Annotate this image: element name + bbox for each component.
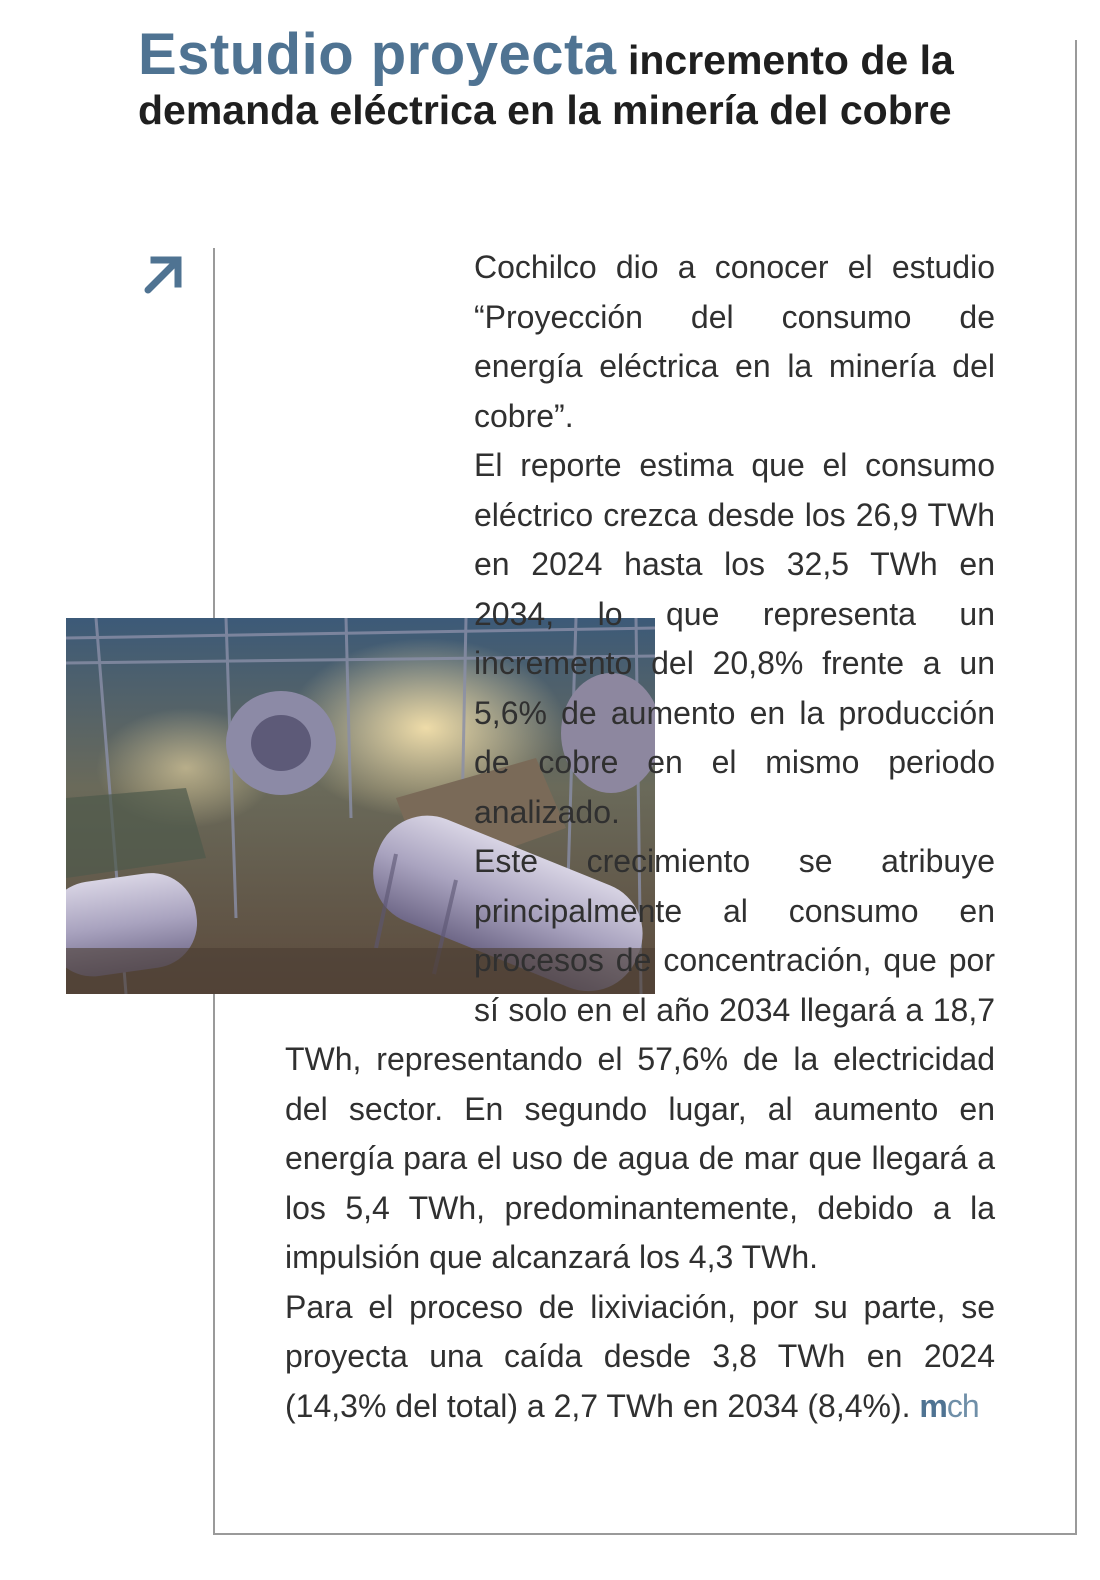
paragraph-intro: Cochilco dio a conocer el estudio “Proyección del consumo de energía eléctrica en la minería del cobre”.	[474, 249, 995, 434]
headline-rest: incremento de la demanda eléctrica en la minería del cobre	[138, 37, 954, 133]
frame-rule-right	[1075, 40, 1077, 1535]
headline	[138, 22, 1058, 135]
frame-rule-bottom	[213, 1533, 1077, 1535]
article-body	[285, 243, 995, 1431]
photo-float-spacer	[66, 614, 474, 1009]
paragraph-consumption: El reporte estima que el consumo eléctrico crezca desde los 26,9 TWh en 2024 hasta los 32,5 TWh en 2034, lo que representa un incremento del 20,8% frente a un 5,6% de aumento en la producción de cobre en el mismo periodo analizado.	[474, 447, 995, 830]
mch-signature-bold: m	[919, 1387, 947, 1424]
mch-signature	[919, 1388, 978, 1424]
paragraph-growth: Este crecimiento se atribuye principalmente al consumo en procesos de concentración, que por sí solo en el año 2034 llegará a 18,7 TWh, representando el 57,6% de la electricidad del sector. En segundo lugar, al aumento en energía para el uso de agua de mar que llegará a los 5,4 TWh, predominantemente, debido a la impulsión que alcanzará los 4,3 TWh.	[285, 843, 995, 1275]
arrow-up-right-icon	[140, 252, 184, 296]
paragraph-leaching-text: Para el proceso de lixiviación, por su parte, se proyecta una caída desde 3,8 TWh en 2024 (14,3% del total) a 2,7 TWh en 2034 (8,4%).	[285, 1288, 995, 1424]
mch-signature-light: ch	[946, 1387, 979, 1424]
headline-lead: Estudio proyecta	[138, 22, 617, 87]
paragraph-leaching	[285, 1283, 995, 1432]
